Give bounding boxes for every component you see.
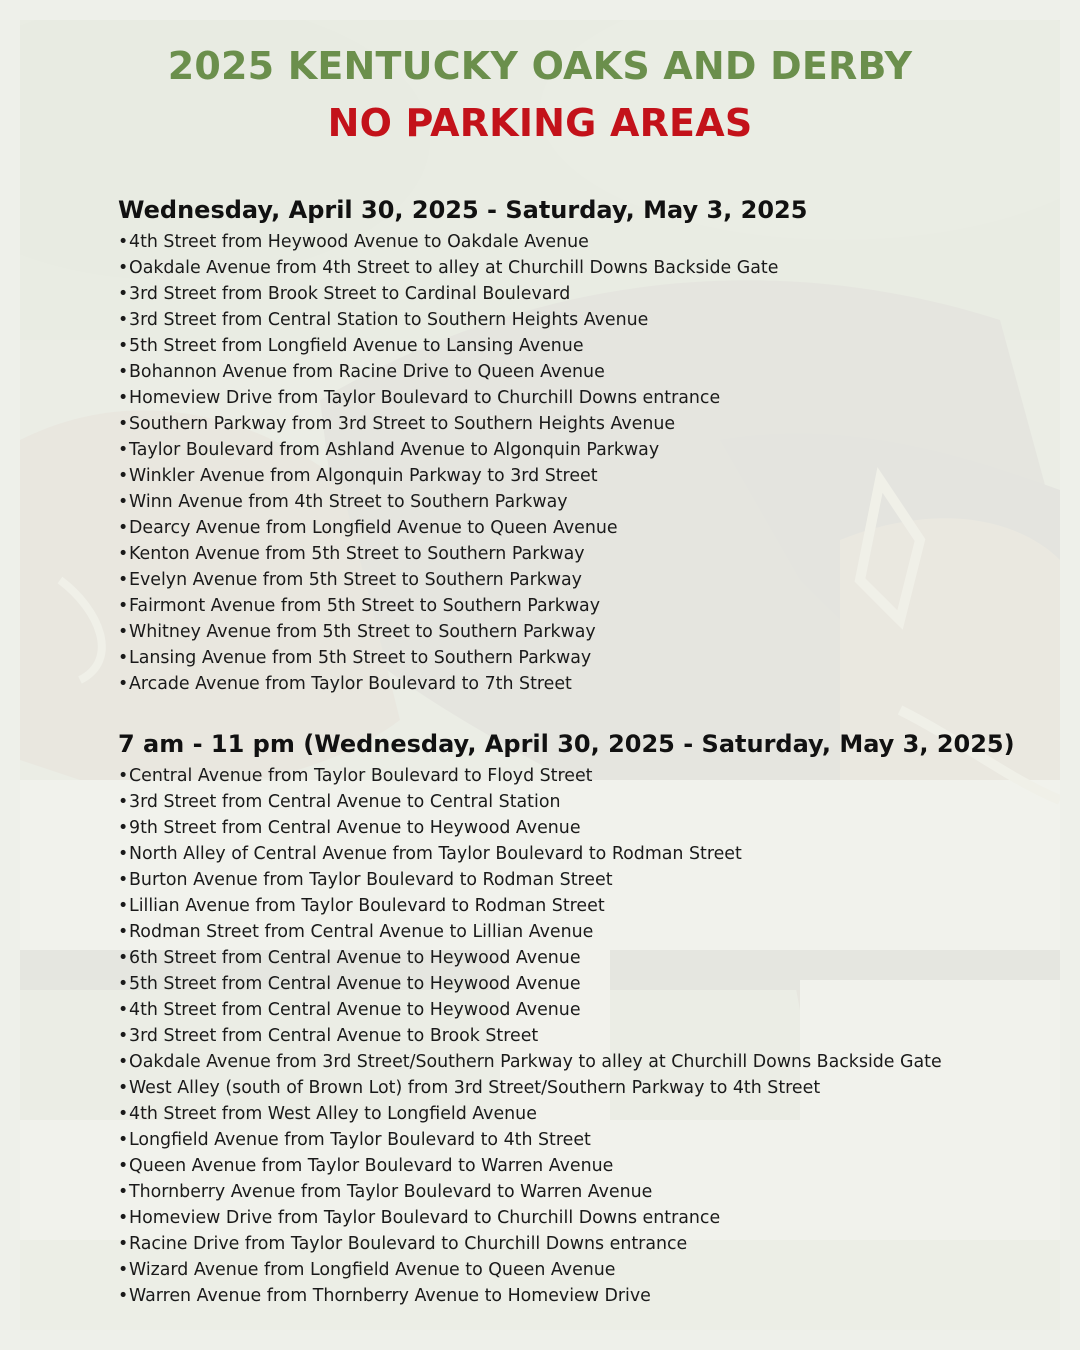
section-daytime (118, 727, 1038, 1309)
list-item (118, 1205, 1038, 1231)
bullet-icon: • (118, 388, 129, 408)
bullet-icon: • (118, 648, 129, 668)
street-item-text: Whitney Avenue from 5th Street to Southern Parkway (129, 622, 596, 642)
street-item-text: Lansing Avenue from 5th Street to Southern Parkway (129, 648, 592, 668)
list-item (118, 281, 1038, 307)
street-item-text: Dearcy Avenue from Longfield Avenue to Queen Avenue (129, 518, 618, 538)
street-item-text: Evelyn Avenue from 5th Street to Southern Parkway (129, 570, 582, 590)
section-heading: Wednesday, April 30, 2025 - Saturday, May 3, 2025 (118, 196, 808, 224)
list-item (118, 567, 1038, 593)
street-item-text: 4th Street from Central Avenue to Heywood Avenue (129, 1000, 581, 1020)
list-item (118, 645, 1038, 671)
list-item (118, 437, 1038, 463)
bullet-icon: • (118, 440, 129, 460)
street-item-text: Thornberry Avenue from Taylor Boulevard to Warren Avenue (129, 1182, 653, 1202)
bullet-icon: • (118, 1208, 129, 1228)
bullet-icon: • (118, 258, 129, 278)
street-item-text: Longfield Avenue from Taylor Boulevard to 4th Street (129, 1130, 591, 1150)
bullet-icon: • (118, 1182, 129, 1202)
street-item-text: Arcade Avenue from Taylor Boulevard to 7th Street (129, 674, 572, 694)
bullet-icon: • (118, 792, 129, 812)
bullet-icon: • (118, 1052, 129, 1072)
street-item-text: 6th Street from Central Avenue to Heywood Avenue (129, 948, 581, 968)
street-item-text: Kenton Avenue from 5th Street to Southern Parkway (129, 544, 585, 564)
bullet-icon: • (118, 1156, 129, 1176)
bullet-icon: • (118, 232, 129, 252)
street-item-text: Racine Drive from Taylor Boulevard to Churchill Downs entrance (129, 1234, 688, 1254)
list-item (118, 593, 1038, 619)
notice-content (20, 20, 1060, 1330)
bullet-icon: • (118, 818, 129, 838)
bullet-icon: • (118, 570, 129, 590)
section-all-day (118, 193, 1038, 697)
street-item-text: 5th Street from Central Avenue to Heywood Avenue (129, 974, 581, 994)
bullet-icon: • (118, 544, 129, 564)
street-item-text: 5th Street from Longfield Avenue to Lansing Avenue (129, 336, 584, 356)
street-item-text: 3rd Street from Central Avenue to Brook Street (129, 1026, 539, 1046)
list-item (118, 763, 1038, 789)
street-item-text: Winkler Avenue from Algonquin Parkway to 3rd Street (129, 466, 598, 486)
list-item (118, 619, 1038, 645)
list-item (118, 1023, 1038, 1049)
list-item (118, 1257, 1038, 1283)
bullet-icon: • (118, 870, 129, 890)
list-item (118, 919, 1038, 945)
list-item (118, 333, 1038, 359)
list-item (118, 411, 1038, 437)
list-item (118, 229, 1038, 255)
street-item-text: Queen Avenue from Taylor Boulevard to Warren Avenue (129, 1156, 614, 1176)
bullet-icon: • (118, 1078, 129, 1098)
street-item-text: Southern Parkway from 3rd Street to Southern Heights Avenue (129, 414, 676, 434)
list-item (118, 359, 1038, 385)
list-item (118, 841, 1038, 867)
bullet-icon: • (118, 336, 129, 356)
bullet-icon: • (118, 1130, 129, 1150)
bullet-icon: • (118, 414, 129, 434)
bullet-icon: • (118, 1286, 129, 1306)
list-item (118, 997, 1038, 1023)
bullet-icon: • (118, 492, 129, 512)
street-item-text: Homeview Drive from Taylor Boulevard to Churchill Downs entrance (129, 388, 721, 408)
list-item (118, 1179, 1038, 1205)
list-item (118, 671, 1038, 697)
bullet-icon: • (118, 766, 129, 786)
list-item (118, 945, 1038, 971)
street-item-text: Rodman Street from Central Avenue to Lillian Avenue (129, 922, 594, 942)
bullet-icon: • (118, 974, 129, 994)
street-item-text: Wizard Avenue from Longfield Avenue to Queen Avenue (129, 1260, 616, 1280)
list-item (118, 789, 1038, 815)
list-item (118, 1075, 1038, 1101)
street-item-text: Winn Avenue from 4th Street to Southern Parkway (129, 492, 568, 512)
street-item-text: Warren Avenue from Thornberry Avenue to Homeview Drive (129, 1286, 651, 1306)
street-item-text: 3rd Street from Central Avenue to Central Station (129, 792, 561, 812)
list-item (118, 255, 1038, 281)
list-item (118, 1153, 1038, 1179)
street-item-text: West Alley (south of Brown Lot) from 3rd Street/Southern Parkway to 4th Street (129, 1078, 821, 1098)
list-item (118, 971, 1038, 997)
street-item-text: 3rd Street from Central Station to Southern Heights Avenue (129, 310, 649, 330)
list-item (118, 893, 1038, 919)
street-item-text: North Alley of Central Avenue from Taylor Boulevard to Rodman Street (129, 844, 742, 864)
list-item (118, 1049, 1038, 1075)
bullet-icon: • (118, 674, 129, 694)
bullet-icon: • (118, 622, 129, 642)
street-item-text: 9th Street from Central Avenue to Heywood Avenue (129, 818, 581, 838)
street-item-text: Central Avenue from Taylor Boulevard to Floyd Street (129, 766, 593, 786)
street-item-text: 4th Street from West Alley to Longfield Avenue (129, 1104, 537, 1124)
street-item-text: Burton Avenue from Taylor Boulevard to Rodman Street (129, 870, 613, 890)
street-item-text: Bohannon Avenue from Racine Drive to Queen Avenue (129, 362, 605, 382)
list-item (118, 541, 1038, 567)
bullet-icon: • (118, 1234, 129, 1254)
bullet-icon: • (118, 948, 129, 968)
bullet-icon: • (118, 466, 129, 486)
list-item (118, 515, 1038, 541)
list-item (118, 815, 1038, 841)
list-item (118, 489, 1038, 515)
bullet-icon: • (118, 596, 129, 616)
list-item (118, 307, 1038, 333)
street-item-text: Taylor Boulevard from Ashland Avenue to Algonquin Parkway (129, 440, 660, 460)
street-item-text: Homeview Drive from Taylor Boulevard to Churchill Downs entrance (129, 1208, 721, 1228)
list-item (118, 1283, 1038, 1309)
bullet-icon: • (118, 1104, 129, 1124)
list-item (118, 1127, 1038, 1153)
bullet-icon: • (118, 518, 129, 538)
bullet-icon: • (118, 1260, 129, 1280)
street-item-text: 3rd Street from Brook Street to Cardinal Boulevard (129, 284, 571, 304)
bullet-icon: • (118, 1026, 129, 1046)
street-item-text: Fairmont Avenue from 5th Street to Southern Parkway (129, 596, 601, 616)
bullet-icon: • (118, 310, 129, 330)
street-list (118, 763, 1038, 1309)
list-item (118, 385, 1038, 411)
street-item-text: Lillian Avenue from Taylor Boulevard to Rodman Street (129, 896, 605, 916)
list-item (118, 867, 1038, 893)
street-item-text: 4th Street from Heywood Avenue to Oakdale Avenue (129, 232, 589, 252)
bullet-icon: • (118, 844, 129, 864)
list-item (118, 1231, 1038, 1257)
list-item (118, 463, 1038, 489)
street-list (118, 229, 1038, 697)
bullet-icon: • (118, 896, 129, 916)
street-item-text: Oakdale Avenue from 4th Street to alley at Churchill Downs Backside Gate (129, 258, 779, 278)
section-heading: 7 am - 11 pm (Wednesday, April 30, 2025 - Saturday, May 3, 2025) (118, 730, 1015, 758)
bullet-icon: • (118, 1000, 129, 1020)
title-no-parking: NO PARKING AREAS (327, 101, 753, 145)
list-item (118, 1101, 1038, 1127)
bullet-icon: • (118, 284, 129, 304)
street-item-text: Oakdale Avenue from 3rd Street/Southern Parkway to alley at Churchill Downs Backside Gate (129, 1052, 942, 1072)
bullet-icon: • (118, 362, 129, 382)
title-event: 2025 KENTUCKY OAKS AND DERBY (167, 44, 913, 88)
bullet-icon: • (118, 922, 129, 942)
poster (20, 20, 1060, 1330)
